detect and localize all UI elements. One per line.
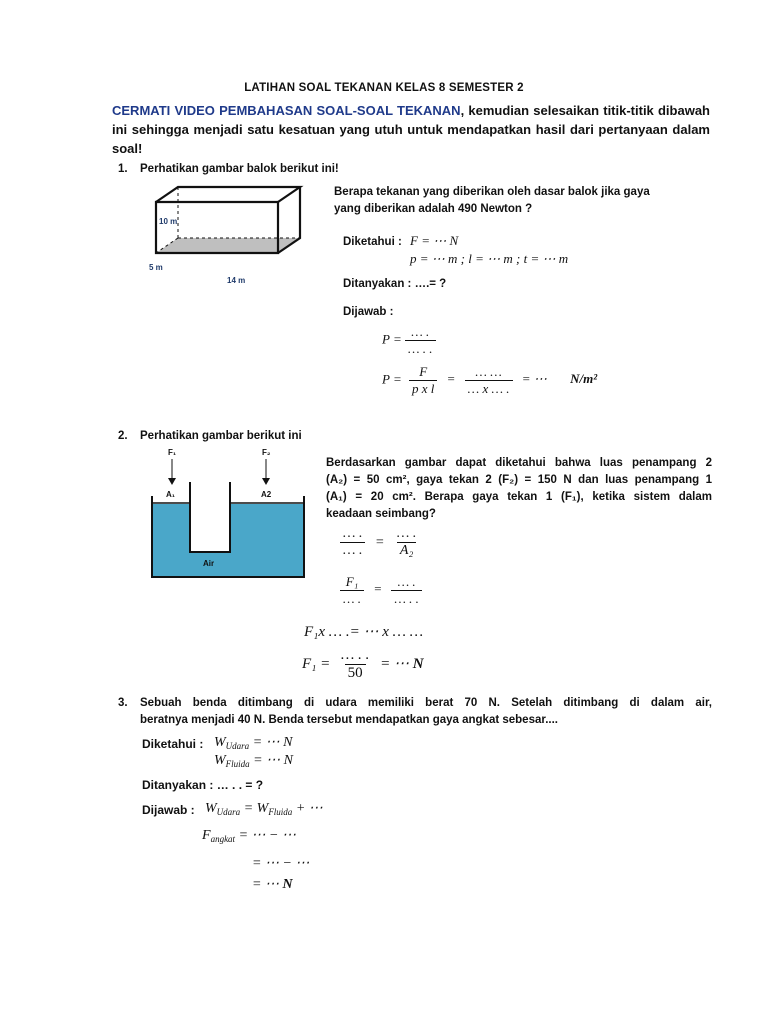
q3-number: 3. xyxy=(118,697,128,709)
q1-number: 1. xyxy=(118,163,128,175)
q2-eq2-denominator-2: … . . xyxy=(391,590,422,607)
f2-label: F₂ xyxy=(262,448,271,457)
q2-eq4-denominator: 50 xyxy=(345,664,366,682)
q3-dij-w2-sub: Fluida xyxy=(268,807,293,817)
q2-question-line-1: Berdasarkan gambar dapat diketahui bahwa luas penampang 2 xyxy=(326,457,712,469)
q3-w-udara-symbol: W xyxy=(214,735,226,750)
block-figure xyxy=(148,180,318,290)
q3-diketahui-label: Diketahui : xyxy=(142,737,204,751)
q2-question-line-4: keadaan seimbang? xyxy=(326,508,436,520)
q1-eq2-result: = ⋯ xyxy=(521,371,547,387)
q3-f-angkat-sub: angkat xyxy=(210,834,236,844)
q3-dij-w1-sub: Udara xyxy=(216,807,241,817)
q1-eq2-numerator-2: … … xyxy=(475,364,502,379)
q2-equation-3: F₁x … .= ⋯ x … … xyxy=(304,624,424,640)
q3-f-angkat-line-3 xyxy=(252,876,293,893)
q2-eq2-denominator-1: … . xyxy=(340,590,364,607)
q3-dij-equals: = xyxy=(243,801,254,816)
q1-eq2-equals: = xyxy=(446,371,456,387)
q2-prompt: Perhatikan gambar berikut ini xyxy=(140,430,302,442)
q2-equation-1: $\frac{\dots .}{\dots .}$ = $\frac{\dots .}{\text{A₂}}$ xyxy=(340,526,419,559)
q2-eq1-denominator-2: A₂ xyxy=(397,542,416,559)
q1-eq2-denominator-2: … x … . xyxy=(465,380,513,397)
q1-diketahui-dimensions: p = ⋯ m ; l = ⋯ m ; t = ⋯ m xyxy=(410,251,569,266)
q3-dij-w2: W xyxy=(256,801,269,816)
q1-question: Berapa tekanan yang diberikan oleh dasar balok jika gaya yang diberikan adalah 490 Newton ? xyxy=(334,186,650,215)
q1-equation-2 xyxy=(382,364,597,397)
intro-highlight: CERMATI VIDEO PEMBAHASAN SOAL-SOAL TEKANAN xyxy=(112,103,461,118)
q3-dijawab: Dijawab : xyxy=(142,803,195,817)
f1-arrow-icon xyxy=(168,478,176,485)
q3-f-angkat-line-2: = ⋯ − ⋯ xyxy=(252,856,310,871)
q2-number: 2. xyxy=(118,430,128,442)
q1-eq1-denominator: … . . xyxy=(405,340,436,357)
a2-label: A2 xyxy=(261,490,272,499)
q1-ditanyakan: Ditanyakan : ….= ? xyxy=(343,278,447,290)
q1-eq1-numerator: … . xyxy=(411,324,430,339)
q3-dij-rest: + ⋯ xyxy=(295,801,323,816)
f2-arrow-icon xyxy=(262,478,270,485)
q3-w-udara-sub: Udara xyxy=(225,741,250,751)
q2-eq2-fraction-2 xyxy=(391,574,422,607)
q2-eq1-numerator-2: … . xyxy=(396,526,417,541)
page-title: LATIHAN SOAL TEKANAN KELAS 8 SEMESTER 2 xyxy=(244,82,524,94)
liquid-label: Air xyxy=(203,559,215,568)
q2-eq4-fraction xyxy=(338,647,372,682)
q2-eq1-fraction-1 xyxy=(340,526,365,559)
block-width-label: 5 m xyxy=(149,263,163,272)
q3-w-fluida xyxy=(214,752,293,769)
block-height-label: 10 m xyxy=(159,217,178,226)
q2-question-line-3: (A₁) = 20 cm². Berapa gaya tekan 1 (F₁), ketika sistem dalam xyxy=(326,491,712,503)
q3-f-angkat-symbol: F xyxy=(202,828,211,843)
q1-diketahui-force: F = ⋯ N xyxy=(410,233,459,248)
q3-text xyxy=(140,695,712,729)
q3-w-fluida-symbol: W xyxy=(214,753,226,768)
hydraulic-figure xyxy=(148,444,308,580)
f1-label: F₁ xyxy=(168,448,177,457)
q3-w-fluida-value: = ⋯ N xyxy=(253,753,293,768)
q3-ditanyakan: Ditanyakan : … . . = ? xyxy=(142,778,264,792)
q1-dijawab: Dijawab : xyxy=(343,306,394,318)
q3-text-line-1: Sebuah benda ditimbang di udara memiliki berat 70 N. Setelah ditimbang di dalam air, xyxy=(140,697,712,709)
q3-f-angkat-line-1 xyxy=(202,827,296,844)
water-fill xyxy=(152,504,304,577)
q1-eq2-fraction-2 xyxy=(465,364,513,397)
q3-w-udara xyxy=(214,734,292,751)
q3-w-fluida-sub: Fluida xyxy=(225,759,250,769)
q1-prompt: Perhatikan gambar balok berikut ini! xyxy=(140,163,339,175)
intro-rest: , kemudian selesaikan titik-titik dibawah ini sehingga menjadi satu kesatuan yang utuh untuk mendapatkan hasil dari pertanyaan dalam soal! xyxy=(112,103,710,156)
q1-eq1-lhs: P = xyxy=(382,331,402,347)
q2-equation-4 xyxy=(302,647,424,682)
q1-eq2-denominator-1: p x l xyxy=(409,380,437,397)
block-length-label: 14 m xyxy=(227,276,246,285)
intro-paragraph xyxy=(112,101,710,158)
q2-eq2-numerator-2: … . xyxy=(397,574,416,589)
q2-question-line-2: (A₂) = 50 cm², gaya tekan 2 (F₂) = 150 N dan luas penampang 1 xyxy=(326,474,712,486)
q3-f-line-3: = ⋯ xyxy=(252,877,279,892)
q2-eq2-fraction-1 xyxy=(340,574,364,607)
q3-w-udara-value: = ⋯ N xyxy=(252,735,293,750)
q1-eq2-fraction-1 xyxy=(409,364,437,397)
q2-eq1-fraction-2 xyxy=(394,526,419,559)
q2-eq4-unit: N xyxy=(412,655,424,672)
q1-eq2-numerator-1: F xyxy=(419,364,428,379)
q1-diketahui-label: Diketahui : xyxy=(343,236,402,248)
a1-label: A₁ xyxy=(166,490,176,499)
q2-eq2-numerator-1: F₁ xyxy=(345,574,359,589)
q3-f-unit: N xyxy=(282,877,293,892)
q2-eq1-numerator-1: … . xyxy=(343,526,363,541)
q3-dijawab-equation xyxy=(205,800,323,817)
q3-text-line-2: beratnya menjadi 40 N. Benda tersebut mendapatkan gaya angkat sebesar.... xyxy=(140,714,558,726)
q2-eq4-result: = ⋯ xyxy=(380,655,409,672)
q2-eq4-lhs: F₁ = xyxy=(302,655,331,672)
q1-eq1-fraction xyxy=(405,324,436,357)
q2-question xyxy=(326,455,712,523)
q3-dij-w1: W xyxy=(205,801,217,816)
q1-equation-1 xyxy=(382,324,436,357)
q3-f-line-1: = ⋯ − ⋯ xyxy=(238,828,296,843)
q1-eq2-unit: N/m² xyxy=(570,371,598,387)
q2-eq1-denominator-1: … . xyxy=(340,542,365,559)
q1-eq2-lhs: P = xyxy=(382,371,402,387)
q2-eq4-numerator: … . . xyxy=(341,647,370,663)
q2-equation-2: $\frac{\text{F₁}}{\dots .}$ = $\frac{\dots .}{\dots . .}$ xyxy=(340,574,422,607)
